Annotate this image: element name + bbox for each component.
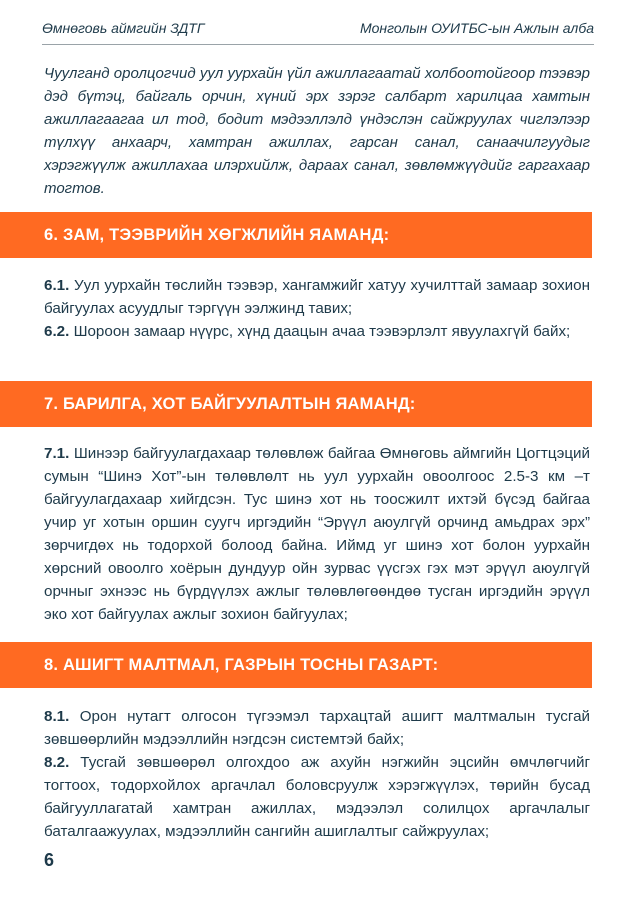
item-8-2-number: 8.2. [44, 754, 70, 771]
item-7-1-text: Шинээр байгуулагдахаар төлөвлөж байгаа Өмнөговь аймгийн Цогтцэций сумын “Шинэ Хот”-ын төлөвлөлт нь уул уурхайн овоолгоос 2.5-3 км –т байгуулагдахаар хийгдсэн. Тус шинэ хот нь тоосжилт ихтэй бүсэд байгаа учир уг хотын оршин суугч иргэдийн “Эрүүл аюулгүй орчинд амьдрах эрх” зөрчигдөх нь тодорхой болоод байна. Иймд уг шинэ хот болон уурхайн хөрсний овоолго хоёрын дундуур ойн зурвас үүсгэх гэх мэт эрүүл аюулгүй орчныг эхнээс нь бүрдүүлэх ажлыг төлөвлөгөөндөө тусган иргэдийн эрүүл эко хот байгуулах ажлыг зохион байгуулах; [44, 445, 590, 623]
item-8-2-text: Тусгай зөвшөөрөл олгохдоо аж ахуйн нэгжийн эцсийн өмчлөгчийг тогтоох, тодорхойлох аргачлал боловсруулж хэрэгжүүлэх, төрийн бусад байгууллагатай хамтран ажиллах, мэдээлэл солилцох аргачлалыг баталгаажуулах, мэдээллийн сангийн ашиглалтыг сайжруулах; [44, 754, 590, 840]
item-6-1 [44, 274, 590, 320]
item-6-2-number: 6.2. [44, 323, 70, 340]
page-header [42, 14, 594, 45]
section-8-body [44, 705, 590, 843]
section-7-body [44, 442, 590, 626]
section-8-heading: 8. АШИГТ МАЛТМАЛ, ГАЗРЫН ТОСНЫ ГАЗАРТ: [0, 642, 592, 688]
intro-paragraph: Чуулганд оролцогчид уул уурхайн үйл ажиллагаатай холбоотойгоор тээвэр дэд бүтэц, байгаль орчин, хүний эрх зэрэг салбарт харилцаа хамтын ажиллагаагаа ил тод, бодит мэдээллэлд үндэслэн сайжруулах чиглэлээр түлхүү анхаарч, хамтран ажиллах, гарсан санал, санаачилгуудыг хэрэгжүүлж ажиллахаа илэрхийлж, дараах санал, зөвлөмжүүдийг гаргахаар тогтов. [44, 65, 590, 197]
header-right-title: Монголын ОУИТБС-ын Ажлын алба [359, 20, 594, 36]
section-7-heading: 7. БАРИЛГА, ХОТ БАЙГУУЛАЛТЫН ЯАМАНД: [0, 381, 592, 427]
item-8-1 [44, 705, 590, 751]
item-8-1-text: Орон нутагт олгосон түгээмэл тархацтай ашигт малтмалын тусгай зөвшөөрлийн мэдээллийн нэгдсэн системтэй байх; [44, 708, 590, 748]
item-7-1-number: 7.1. [44, 445, 70, 462]
item-8-2 [44, 751, 590, 843]
item-6-1-text: Уул уурхайн төслийн тээвэр, хангамжийг хатуу хучилттай замаар зохион байгуулах асуудлыг тэргүүн ээлжинд тавих; [44, 277, 590, 317]
page-number: 6 [44, 850, 55, 870]
item-7-1 [44, 442, 590, 626]
item-6-2 [44, 320, 590, 343]
header-left-title: Өмнөговь аймгийн ЗДТГ [42, 20, 205, 36]
item-6-2-text: Шороон замаар нүүрс, хүнд даацын ачаа тээвэрлэлт явуулахгүй байх; [69, 323, 571, 340]
section-6-body [44, 274, 590, 343]
item-6-1-number: 6.1. [44, 277, 70, 294]
section-6-heading: 6. ЗАМ, ТЭЭВРИЙН ХӨГЖЛИЙН ЯАМАНД: [0, 212, 592, 258]
item-8-1-number: 8.1. [44, 708, 70, 725]
